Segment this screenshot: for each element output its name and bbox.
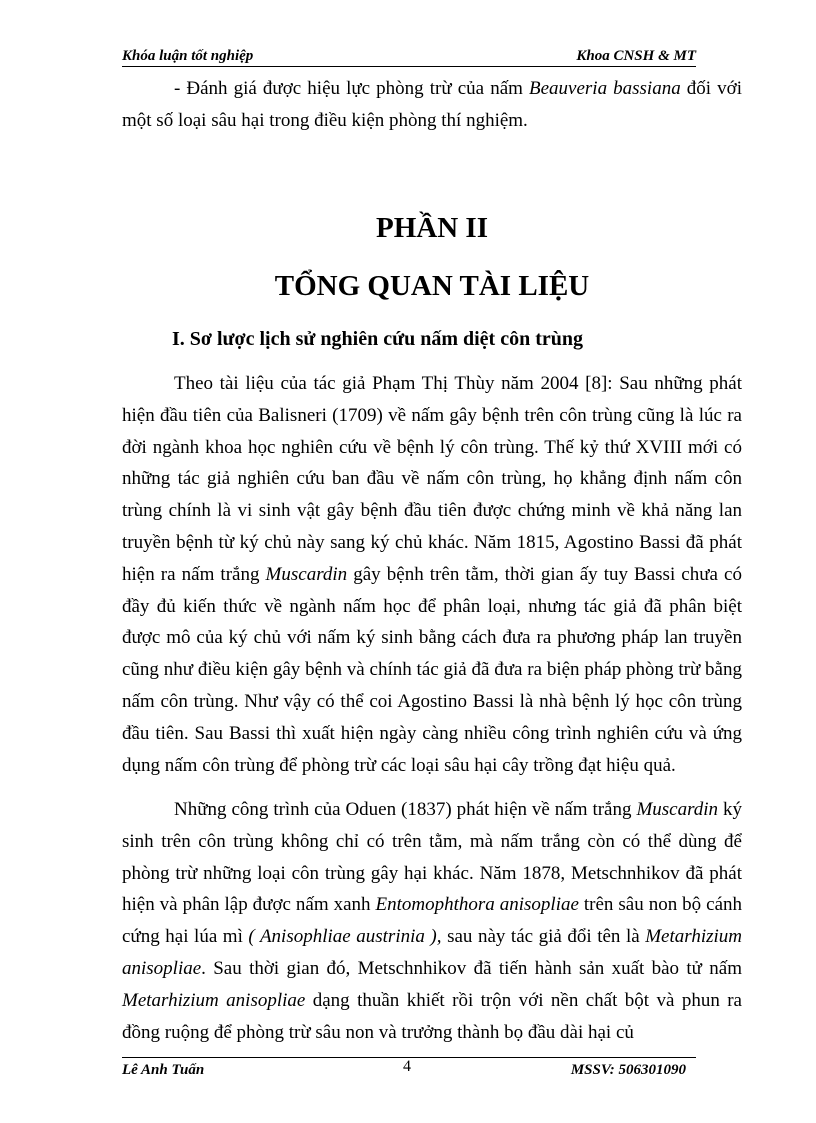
species-name: Beauveria bassiana — [528, 78, 681, 99]
para2-italic-4: Metarhizium anisopliae — [122, 926, 742, 979]
part-subtitle: TỔNG QUAN TÀI LIỆU — [274, 270, 590, 302]
para1-text-1: Theo tài liệu của tác giả Phạm Thị Thùy năm 2004 [8]: Sau những phát hiện đầu tiên của Balisneri (1709) về nấm gây bệnh trên côn trùng cũng là lúc ra đời ngành khoa học nghiên cứu về bệnh lý côn trùng. Thế kỷ thứ XVIII mới có những tác giả nghiên cứu ban đầu về nấm côn trùng, họ khẳng định nấm côn trùng chính là vi sinh vật gây bệnh đầu tiên được chứng minh về khả năng lan truyền bệnh từ ký chủ này sang ký chủ khác. Năm 1815, Agostino Bassi đã phát hiện ra nấm trắng — [122, 373, 742, 585]
para1-text-2: gây bệnh trên tằm, thời gian ấy tuy Bassi chưa có đầy đủ kiến thức về ngành nấm học để phân loại, nhưng tác giả đã phân biệt được mô của ký chủ với nấm ký sinh bằng cách đưa ra phương pháp lan truyền cũng như điều kiện gây bệnh và chính tác giả đã đưa ra biện pháp phòng trừ bằng nấm côn trùng. Như vậy có thể coi Agostino Bassi là nhà bệnh lý học côn trùng đầu tiên. Sau Bassi thì xuất hiện ngày càng nhiều công trình nghiên cứu và ứng dụng nấm côn trùng để phòng trừ các loại sâu hại cây trồng đạt hiệu quả. — [122, 563, 742, 776]
para2-text-1: Những công trình của Oduen (1837) phát hiện về nấm trắng — [174, 799, 637, 820]
header-left: Khóa luận tốt nghiệp — [122, 48, 254, 64]
page-number: 4 — [403, 1058, 411, 1075]
para2-text-3: trên sâu non bộ cánh cứng hại lúa mì — [122, 894, 742, 948]
para1-italic-1: Muscardin — [265, 563, 348, 585]
para2-italic-5: Metarhizium anisopliae — [122, 989, 306, 1011]
page-header — [122, 48, 696, 67]
section-heading: I. Sơ lược lịch sử nghiên cứu nấm diệt côn trùng — [172, 328, 583, 350]
para2-italic-1: Muscardin — [636, 799, 719, 820]
paragraph-2 — [122, 794, 742, 1048]
para2-text-4: sau này tác giả đổi tên là — [441, 926, 646, 948]
intro-paragraph — [122, 73, 742, 137]
footer-student-id: MSSV: 506301090 — [570, 1062, 686, 1078]
para2-italic-2: Entomophthora anisopliae — [375, 894, 579, 916]
footer-author: Lê Anh Tuấn — [122, 1062, 205, 1078]
para2-italic-3: ( Anisophliae austrinia ), — [248, 926, 442, 948]
page-footer — [122, 1030, 696, 1080]
part-title: PHẦN II — [376, 212, 488, 244]
para2-text-6: dạng thuần khiết rồi trộn với nền chất bột và phun ra đồng ruộng để phòng trừ sâu non và trưởng thành bọ đầu dài hại củ — [122, 989, 742, 1043]
intro-suffix: đối với một số loại sâu hại trong điều kiện phòng thí nghiệm. — [122, 78, 742, 131]
para2-text-2: ký sinh trên côn trùng không chỉ có trên tằm, mà nấm trắng còn có thể dùng để phòng trừ những loại côn trùng gây hại khác. Năm 1878, Metschnhikov đã phát hiện và phân lập được nấm xanh — [122, 799, 742, 916]
paragraph-1 — [122, 368, 742, 781]
para2-text-5: . Sau thời gian đó, Metschnhikov đã tiến hành sản xuất bào tử nấm — [201, 957, 742, 979]
intro-prefix: - Đánh giá được hiệu lực phòng trừ của nấm — [174, 78, 529, 99]
header-right: Khoa CNSH & MT — [576, 48, 696, 64]
